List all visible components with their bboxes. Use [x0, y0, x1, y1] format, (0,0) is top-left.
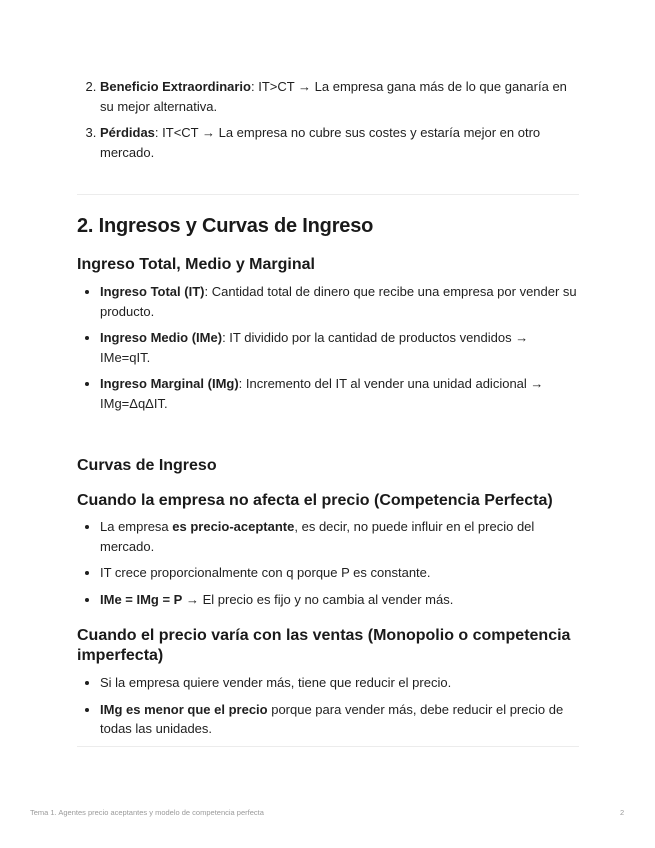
list-item-term: Ingreso Total (IT)	[100, 284, 205, 299]
list-item-text: : IT<CT → La empresa no cubre sus costes y estaría mejor en otro mercado.	[100, 125, 541, 160]
list-item	[100, 563, 579, 583]
list-item-text: → El precio es fijo y no cambia al vender más.	[182, 591, 454, 607]
section-title: 2. Ingresos y Curvas de Ingreso	[77, 215, 374, 237]
list-item-text: : Incremento del IT al vender una unidad adicional → IMg=ΔqΔIT.	[100, 376, 544, 411]
list-item	[100, 77, 579, 116]
section-divider	[77, 194, 579, 195]
competencia-block	[77, 517, 579, 616]
list-item-text: porque para vender más, debe reducir el precio de todas las unidades.	[100, 701, 564, 736]
list-item-term: Ingreso Medio (IMe)	[100, 330, 223, 345]
list-item	[100, 328, 579, 367]
footer-title: Tema 1. Agentes precio aceptantes y modelo de competencia perfecta	[30, 808, 264, 817]
page-number: 2	[620, 808, 625, 817]
ingreso-heading: Ingreso Total, Medio y Marginal	[77, 256, 315, 273]
curvas-heading: Curvas de Ingreso	[77, 457, 217, 474]
list-item-term: IMg es menor que el precio	[100, 701, 268, 717]
list-item	[100, 700, 579, 739]
list-item	[100, 374, 579, 413]
monopolio-list	[77, 673, 579, 739]
list-item	[100, 590, 579, 610]
competencia-list	[77, 517, 579, 609]
list-item-term: Ingreso Marginal (IMg)	[100, 376, 239, 391]
list-item	[100, 517, 579, 556]
list-item-text: IT crece proporcionalmente con q porque P es constante.	[100, 565, 431, 580]
section-divider	[77, 746, 579, 747]
list-item-term: Beneficio Extraordinario	[100, 79, 251, 94]
list-item-text: : IT dividido por la cantidad de productos vendidos → IMe=qIT.	[100, 330, 529, 365]
list-item-text: : IT>CT → La empresa gana más de lo que ganaría en su mejor alternativa.	[100, 79, 567, 114]
ingreso-list	[77, 282, 579, 413]
list-item	[100, 123, 579, 162]
monopolio-heading: Cuando el precio varía con las ventas (Monopolio o competencia imperfecta)	[77, 627, 571, 664]
list-item-text: Si la empresa quiere vender más, tiene que reducir el precio.	[100, 675, 452, 690]
monopolio-block	[77, 673, 579, 746]
outcome-list	[77, 77, 579, 169]
list-item	[100, 673, 579, 693]
list-item-term: es precio-aceptante	[172, 519, 295, 534]
ingreso-block	[77, 282, 579, 420]
list-item-text: : Cantidad total de dinero que recibe una empresa por vender su producto.	[100, 284, 577, 319]
list-item-text: , es decir, no puede influir en el precio del mercado.	[100, 519, 535, 554]
list-item-term: IMe = IMg = P	[100, 591, 183, 607]
list-item	[100, 282, 579, 321]
list-item-text: La empresa	[100, 519, 173, 534]
list-item-term: Pérdidas	[100, 125, 155, 140]
competencia-heading: Cuando la empresa no afecta el precio (Competencia Perfecta)	[77, 492, 553, 509]
